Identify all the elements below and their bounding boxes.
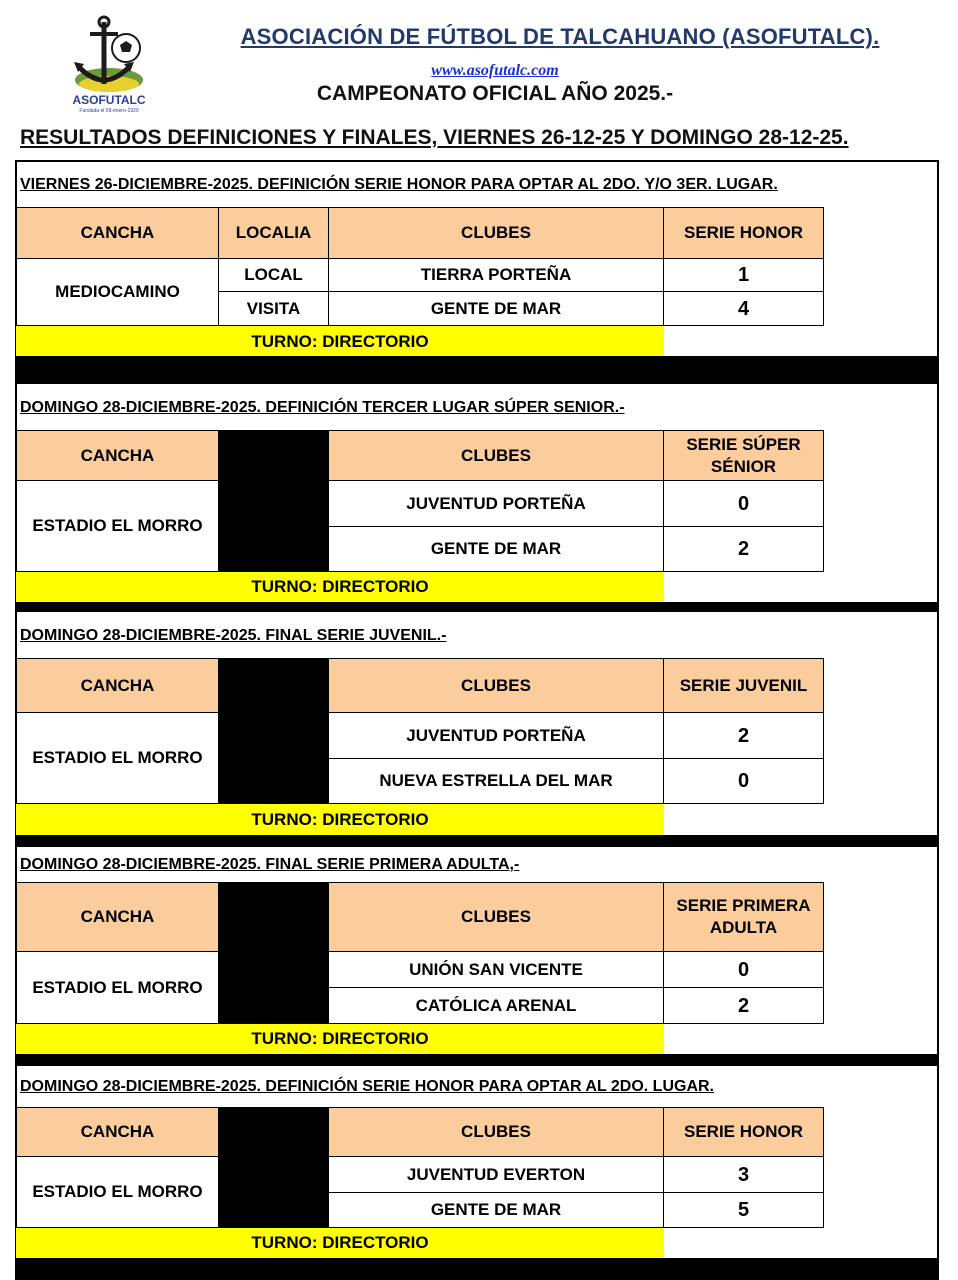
blank-column [218,882,329,1024]
col-header-serie: SERIE PRIMERA ADULTA [663,882,824,952]
turno-bar: TURNO: DIRECTORIO [16,1228,664,1258]
localia-cell: VISITA [218,291,329,326]
score-cell: 2 [663,526,824,572]
svg-text:Fundada el 09-enero-1920: Fundada el 09-enero-1920 [79,108,139,114]
organization-title: ASOCIACIÓN DE FÚTBOL DE TALCAHUANO (ASOFUTALC). [240,24,880,49]
col-header-cancha: CANCHA [16,207,219,259]
blank-column [218,658,329,804]
col-header-clubes: CLUBES [328,207,664,259]
club-cell: UNIÓN SAN VICENTE [328,951,664,988]
col-header-localia: LOCALIA [218,207,329,259]
section-divider [15,835,939,847]
score-cell: 5 [663,1192,824,1228]
club-cell: JUVENTUD EVERTON [328,1156,664,1193]
turno-bar: TURNO: DIRECTORIO [16,1024,664,1054]
score-cell: 0 [663,758,824,804]
asofutalc-logo [64,14,154,114]
section-divider [15,356,939,384]
section-title: DOMINGO 28-DICIEMBRE-2025. DEFINICIÓN SERIE HONOR PARA OPTAR AL 2DO. LUGAR. [20,1078,714,1095]
turno-bar: TURNO: DIRECTORIO [16,804,664,835]
section-divider [15,1054,939,1066]
score-cell: 2 [663,712,824,759]
col-header-clubes: CLUBES [328,430,664,481]
club-cell: CATÓLICA ARENAL [328,987,664,1024]
col-header-clubes: CLUBES [328,658,664,713]
club-cell: NUEVA ESTRELLA DEL MAR [328,758,664,804]
club-cell: GENTE DE MAR [328,1192,664,1228]
section-title: DOMINGO 28-DICIEMBRE-2025. DEFINICIÓN TERCER LUGAR SÚPER SENIOR.- [20,399,625,416]
cancha-cell: ESTADIO EL MORRO [16,1156,219,1228]
score-cell: 4 [663,291,824,326]
col-header-serie: SERIE JUVENIL [663,658,824,713]
blank-column [218,1107,329,1228]
score-cell: 0 [663,951,824,988]
anchor-ball-logo-icon [64,14,154,114]
score-cell: 3 [663,1156,824,1193]
section-title: DOMINGO 28-DICIEMBRE-2025. FINAL SERIE JUVENIL.- [20,627,447,644]
section-title: DOMINGO 28-DICIEMBRE-2025. FINAL SERIE PRIMERA ADULTA,- [20,856,520,873]
club-cell: TIERRA PORTEÑA [328,258,664,292]
cancha-cell: ESTADIO EL MORRO [16,951,219,1024]
score-cell: 0 [663,480,824,527]
championship-title: CAMPEONATO OFICIAL AÑO 2025.- [316,82,674,105]
localia-cell: LOCAL [218,258,329,292]
col-header-cancha: CANCHA [16,430,219,481]
col-header-clubes: CLUBES [328,882,664,952]
club-cell: JUVENTUD PORTEÑA [328,712,664,759]
turno-bar: TURNO: DIRECTORIO [16,572,664,602]
club-cell: GENTE DE MAR [328,291,664,326]
col-header-cancha: CANCHA [16,1107,219,1157]
col-header-cancha: CANCHA [16,882,219,952]
cancha-cell: ESTADIO EL MORRO [16,712,219,804]
col-header-serie: SERIE HONOR [663,1107,824,1157]
col-header-serie: SERIE HONOR [663,207,824,259]
club-cell: GENTE DE MAR [328,526,664,572]
col-header-serie: SERIE SÚPER SÉNIOR [663,430,824,481]
svg-text:ASOFUTALC: ASOFUTALC [72,93,146,107]
section-divider [15,602,939,612]
cancha-cell: MEDIOCAMINO [16,258,219,326]
results-title: RESULTADOS DEFINICIONES Y FINALES, VIERNES 26-12-25 Y DOMINGO 28-12-25. [20,126,849,149]
blank-column [218,430,329,572]
website-link[interactable]: www.asofutalc.com [431,62,559,79]
club-cell: JUVENTUD PORTEÑA [328,480,664,527]
turno-bar: TURNO: DIRECTORIO [16,326,664,357]
section-title: VIERNES 26-DICIEMBRE-2025. DEFINICIÓN SERIE HONOR PARA OPTAR AL 2DO. Y/O 3ER. LUGAR. [20,176,778,193]
section-divider [15,1258,939,1280]
score-cell: 2 [663,987,824,1024]
col-header-clubes: CLUBES [328,1107,664,1157]
score-cell: 1 [663,258,824,292]
col-header-cancha: CANCHA [16,658,219,713]
cancha-cell: ESTADIO EL MORRO [16,480,219,572]
